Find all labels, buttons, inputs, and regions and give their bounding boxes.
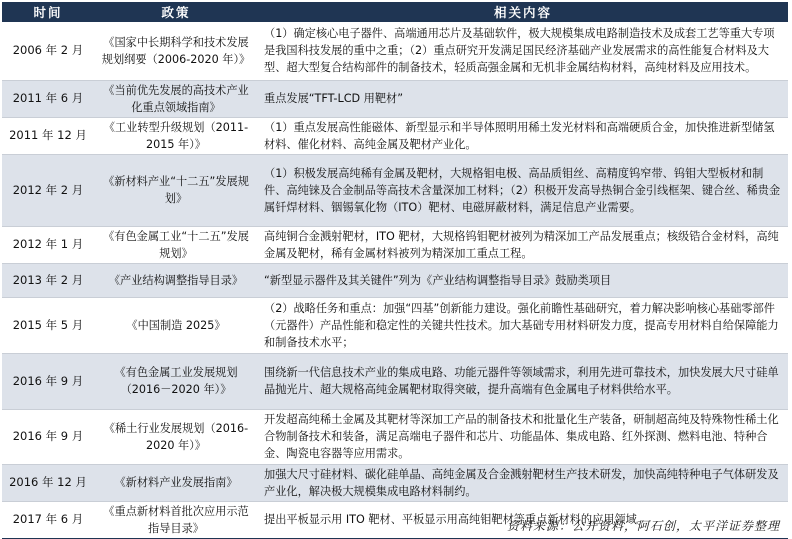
table-row (2, 353, 788, 409)
row-policy: 《当前优先发展的高技术产业化重点领域指南》 (94, 80, 258, 117)
header-row (2, 2, 788, 22)
row-policy: 《新材料产业发展指南》 (94, 464, 258, 501)
policy-table (2, 2, 788, 539)
row-content: （2）战略任务和重点：加强“四基”创新能力建设。强化前瞻性基础研究，着力解决影响核心基础零部件（元器件）产品性能和稳定性的关键共性技术。加大基础专用材料研发力度，提高专用材料自给保障能力和制备技术水平； (258, 297, 788, 353)
header-policy: 政策 (94, 2, 258, 22)
table-row (2, 154, 788, 226)
table-row (2, 117, 788, 154)
row-date: 2011 年 6 月 (2, 80, 94, 117)
row-content: （1）确定核心电子器件、高端通用芯片及基础软件，极大规模集成电路制造技术及成套工艺等重大专项是我国科技发展的重中之重；（2）重点研究开发满足国民经济基础产业发展需求的高性能复合材料及大型、超大型复合结构部件的制备技术，轻质高强金属和无机非金属结构材料，高纯材料及应用技术。 (258, 22, 788, 80)
row-policy: 《有色金属工业“十二五”发展规划》 (94, 226, 258, 263)
row-content: 高纯铜合金溅射靶材，ITO 靶材，大规格钨钼靶材被列为精深加工产品发展重点；核级锆合金材料，高纯金属及靶材，稀有金属材料被列为精深加工重点工程。 (258, 226, 788, 263)
table-header (2, 2, 788, 22)
row-policy: 《新材料产业“十二五”发展规划》 (94, 154, 258, 226)
row-content: 加强大尺寸硅材料、碳化硅单晶、高纯金属及合金溅射靶材生产技术研发，加快高纯特种电子气体研发及产业化，解决极大规模集成电路材料制约。 (258, 464, 788, 501)
row-date: 2015 年 5 月 (2, 297, 94, 353)
table-row (2, 226, 788, 263)
row-policy: 《产业结构调整指导目录》 (94, 263, 258, 297)
table-row (2, 263, 788, 297)
table-row (2, 464, 788, 501)
row-policy: 《稀土行业发展规划（2016-2020 年）》 (94, 409, 258, 464)
header-date: 时间 (2, 2, 94, 22)
source-note: 资料来源：公开资料，阿石创，太平洋证券整理 (506, 519, 780, 533)
row-content: 重点发展“TFT-LCD 用靶材” (258, 80, 788, 117)
row-policy: 《重点新材料首批次应用示范指导目录》 (94, 501, 258, 538)
row-date: 2011 年 12 月 (2, 117, 94, 154)
row-date: 2016 年 12 月 (2, 464, 94, 501)
table-row (2, 409, 788, 464)
row-date: 2012 年 1 月 (2, 226, 94, 263)
row-policy: 《工业转型升级规划（2011-2015 年）》 (94, 117, 258, 154)
row-date: 2016 年 9 月 (2, 409, 94, 464)
row-date: 2012 年 2 月 (2, 154, 94, 226)
row-date: 2006 年 2 月 (2, 22, 94, 80)
row-date: 2013 年 2 月 (2, 263, 94, 297)
row-content: 围绕新一代信息技术产业的集成电路、功能元器件等领域需求，利用先进可靠技术，加快发展大尺寸硅单晶抛光片、超大规格高纯金属靶材取得突破，提升高端有色金属电子材料供给水平。 (258, 353, 788, 409)
row-policy: 《国家中长期科学和技术发展规划纲要（2006-2020 年）》 (94, 22, 258, 80)
row-date: 2017 年 6 月 (2, 501, 94, 538)
row-policy: 《中国制造 2025》 (94, 297, 258, 353)
row-policy: 《有色金属工业发展规划（2016－2020 年）》 (94, 353, 258, 409)
row-content: 开发超高纯稀土金属及其靶材等深加工产品的制备技术和批量化生产装备，研制超高纯及特殊物性稀土化合物制备技术和装备，满足高端电子器件和芯片、功能晶体、集成电路、红外探测、燃料电池、特种合金、陶瓷电容器等应用需求。 (258, 409, 788, 464)
row-content: “新型显示器件及其关键件”列为《产业结构调整指导目录》鼓励类项目 (258, 263, 788, 297)
table-row (2, 297, 788, 353)
table-row (2, 80, 788, 117)
row-content: （1）重点发展高性能磁体、新型显示和半导体照明用稀土发光材料和高端硬质合金，加快推进新型储氢材料、催化材料、高纯金属及靶材产业化。 (258, 117, 788, 154)
table-body (2, 22, 788, 538)
row-content: （1）积极发展高纯稀有金属及靶材，大规格钼电极、高品质钼丝、高精度钨窄带、钨钼大型板材和制件、高纯铼及合金制品等高技术含量深加工材料；（2）积极开发高导热铜合金引线框架、键合丝、稀贵金属钎焊材料、铟锡氧化物（ITO）靶材、电磁屏蔽材料，满足信息产业需要。 (258, 154, 788, 226)
header-content: 相关内容 (258, 2, 788, 22)
row-date: 2016 年 9 月 (2, 353, 94, 409)
row-content: 提出平板显示用 ITO 靶材、平板显示用高纯钼靶材等重点新材料的应用领域。 (258, 501, 788, 538)
table-row (2, 22, 788, 80)
